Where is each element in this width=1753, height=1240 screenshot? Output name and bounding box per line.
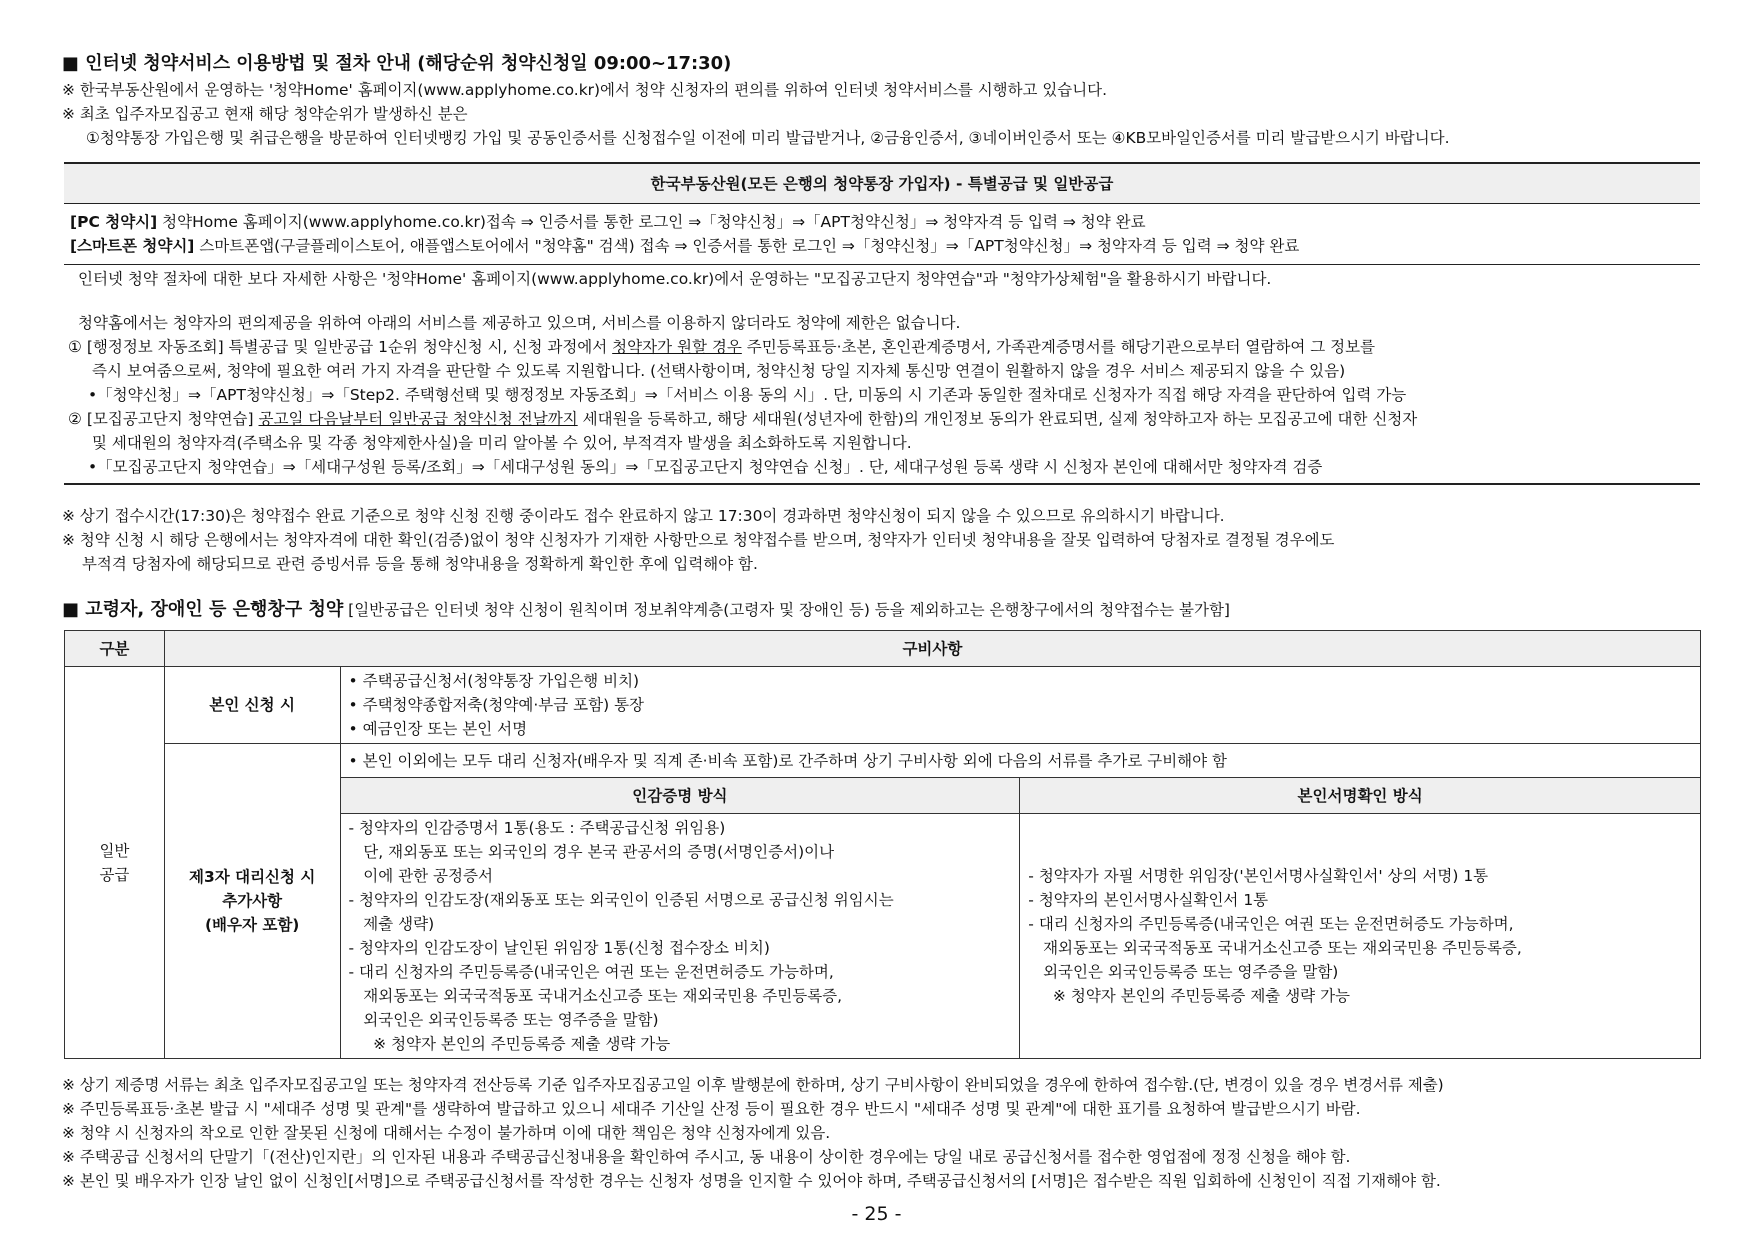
note-line: ※ 상기 접수시간(17:30)은 청약접수 완료 기준으로 청약 신청 진행 중이라도 접수 완료하지 않고 17:30이 경과하면 청약신청이 되지 않을 수 있으므로 유의하시기 바랍니다. xyxy=(62,507,1225,525)
service-intro: 청약홈에서는 청약자의 편의제공을 위하여 아래의 서비스를 제공하고 있으며, 서비스를 이용하지 않더라도 청약에 제한은 없습니다. xyxy=(78,314,961,332)
internet-subscription-section xyxy=(62,52,1702,150)
signature-item: 외국인은 외국인등록증 또는 영주증을 말함) xyxy=(1028,963,1339,981)
item2-line-2: 및 세대원의 청약자격(주택소유 및 각종 청약제한사실)을 미리 알아볼 수 있어, 부적격자 발생을 최소화하도록 지원합니다. xyxy=(92,434,912,452)
section-note-bank: [일반공급은 인터넷 청약 신청이 원칙이며 정보취약계층(고령자 및 장애인 등) 등을 제외하고는 은행창구에서의 청약접수는 불가함] xyxy=(343,601,1230,619)
intro-line-3: ①청약통장 가입은행 및 취급은행을 방문하여 인터넷뱅킹 가입 및 공동인증서를 신청접수일 이전에 미리 발급받거나, ②금융인증서, ③네이버인증서 또는 ④KB모바일인증서를 미리 발급받으시기 바랍니다. xyxy=(86,129,1450,147)
proxy-note: • 본인 이외에는 모두 대리 신청자(배우자 및 직계 존·비속 포함)로 간주하며 상기 구비사항 외에 다음의 서류를 추가로 구비해야 함 xyxy=(340,744,1700,778)
category-general-supply: 일반 공급 xyxy=(65,667,165,1059)
header-documents: 구비사항 xyxy=(164,631,1700,667)
intro-line-1: ※ 한국부동산원에서 운영하는 '청약Home' 홈페이지(www.applyhome.co.kr)에서 청약 신청자의 편의를 위하여 인터넷 청약서비스를 시행하고 있습니다. xyxy=(62,81,1108,99)
item1-underlined: 청약자가 원할 경우 xyxy=(612,338,742,356)
seal-item: 외국인은 외국인등록증 또는 영주증을 말함) xyxy=(348,1011,659,1029)
seal-method-items xyxy=(340,814,1020,1059)
signature-item: - 청약자가 자필 서명한 위임장('본인서명사실확인서' 상의 서명) 1통 xyxy=(1028,867,1489,885)
seal-item: - 청약자의 인감증명서 1통(용도 : 주택공급신청 위임용) xyxy=(348,819,726,837)
signature-item: ※ 청약자 본인의 주민등록증 제출 생략 가능 xyxy=(1028,987,1351,1005)
signature-item: - 대리 신청자의 주민등록증(내국인은 여권 또는 운전면허증도 가능하며, xyxy=(1028,915,1514,933)
self-item: • 주택청약종합저축(청약예·부금 포함) 통장 xyxy=(348,696,645,714)
item2-underlined: 공고일 다음날부터 일반공급 청약신청 전날까지 xyxy=(258,410,578,428)
item1-text-b: 주민등록표등·초본, 혼인관계증명서, 가족관계증명서를 해당기관으로부터 열람하여 그 정보를 xyxy=(741,338,1376,356)
item1-line-3: •「청약신청」⇒「APT청약신청」⇒「Step2. 주택형선택 및 행정정보 자동조회」⇒「서비스 이용 동의 시」. 단, 미동의 시 기존과 동일한 절차대로 신청자가 직접 해당 자격을 판단하여 입력 가능 xyxy=(88,386,1407,404)
page-number: - 25 - xyxy=(851,1203,902,1225)
intro-line-2: ※ 최초 입주자모집공고 현재 해당 청약순위가 발생하신 분은 xyxy=(62,105,468,123)
note-line: ※ 청약 시 신청자의 착오로 인한 잘못된 신청에 대해서는 수정이 불가하며 이에 대한 책임은 청약 신청자에게 있음. xyxy=(62,1124,831,1142)
seal-item: 재외동포는 외국국적동포 국내거소신고증 또는 재외국민용 주민등록증, xyxy=(348,987,843,1005)
seal-item: 단, 재외동포 또는 외국인의 경우 본국 관공서의 증명(서명인증서)이나 xyxy=(348,843,835,861)
proxy-apply-label xyxy=(164,744,340,1059)
item2-line-3: •「모집공고단지 청약연습」⇒「세대구성원 등록/조회」⇒「세대구성원 동의」⇒「모집공고단지 청약연습 신청」. 단, 세대구성원 등록 생략 시 신청자 본인에 대해서만 청약자격 검증 xyxy=(88,458,1323,476)
signature-method-header: 본인서명확인 방식 xyxy=(1020,778,1701,814)
applyhome-procedure-box xyxy=(64,162,1700,485)
note-line: ※ 상기 제증명 서류는 최초 입주자모집공고일 또는 청약자격 전산등록 기준 입주자모집공고일 이후 발행분에 한하며, 상기 구비사항이 완비되었을 경우에 한하여 접수함.(단, 변경이 있을 경우 변경서류 제출) xyxy=(62,1076,1444,1094)
seal-item: ※ 청약자 본인의 주민등록증 제출 생략 가능 xyxy=(348,1035,671,1053)
pc-label: [PC 청약시] xyxy=(70,213,158,231)
proxy-label-line: (배우자 포함) xyxy=(204,916,300,934)
required-documents-table xyxy=(64,630,1701,1059)
item2-text-b: 세대원을 등록하고, 해당 세대원(성년자에 한함)의 개인정보 동의가 완료되면, 실제 청약하고자 하는 모집공고에 대한 신청자 xyxy=(577,410,1418,428)
procedure-details xyxy=(64,265,1700,485)
time-notes xyxy=(62,504,1702,576)
item2-text-a: ② [모집공고단지 청약연습] xyxy=(68,410,259,428)
proxy-label-line: 제3자 대리신청 시 xyxy=(188,868,316,886)
note-line: ※ 주민등록표등·초본 발급 시 "세대주 성명 및 관계"를 생략하여 발급하고 있으니 세대주 기산일 산정 등이 필요한 경우 반드시 "세대주 성명 및 관계"에 대한 표기를 요청하여 발급받으시기 바람. xyxy=(62,1100,1361,1118)
self-apply-label: 본인 신청 시 xyxy=(164,667,340,744)
self-apply-items xyxy=(340,667,1700,744)
seal-item: - 대리 신청자의 주민등록증(내국인은 여권 또는 운전면허증도 가능하며, xyxy=(348,963,834,981)
document-notes xyxy=(62,1073,1712,1193)
self-item: • 예금인장 또는 본인 서명 xyxy=(348,720,528,738)
note-line: ※ 본인 및 배우자가 인장 날인 없이 신청인[서명]으로 주택공급신청서를 작성한 경우는 신청자 성명을 인지할 수 있어야 하며, 주택공급신청서의 [서명]은 접수받은 직원 입회하에 신청인이 직접 기재해야 함. xyxy=(62,1172,1441,1190)
pc-steps: 청약Home 홈페이지(www.applyhome.co.kr)접속 ⇒ 인증서를 통한 로그인 ⇒「청약신청」⇒「APT청약신청」⇒ 청약자격 등 입력 ⇒ 청약 완료 xyxy=(157,213,1146,231)
detail-line: 인터넷 청약 절차에 대한 보다 자세한 사항은 '청약Home' 홈페이지(www.applyhome.co.kr)에서 운영하는 "모집공고단지 청약연습"과 "청약가상체험"을 활용하시기 바랍니다. xyxy=(78,270,1272,288)
mobile-steps: 스마트폰앱(구글플레이스토어, 애플앱스토어에서 "청약홈" 검색) 접속 ⇒ 인증서를 통한 로그인 ⇒「청약신청」⇒「APT청약신청」⇒ 청약자격 등 입력 ⇒ 청약 완료 xyxy=(194,237,1300,255)
header-category: 구분 xyxy=(65,631,165,667)
signature-method-items xyxy=(1020,814,1701,1059)
signature-item: - 청약자의 본인서명사실확인서 1통 xyxy=(1028,891,1269,909)
note-line: 부적격 당첨자에 해당되므로 관련 증빙서류 등을 통해 청약내용을 정확하게 확인한 후에 입력해야 함. xyxy=(82,555,758,573)
section-title-bank: ■ 고령자, 장애인 등 은행창구 청약 xyxy=(62,599,344,620)
seal-item: 이에 관한 공정증서 xyxy=(348,867,493,885)
mobile-label: [스마트폰 청약시] xyxy=(70,237,195,255)
proxy-label-line: 추가사항 xyxy=(222,892,283,910)
self-item: • 주택공급신청서(청약통장 가입은행 비치) xyxy=(348,672,640,690)
procedure-steps xyxy=(64,204,1700,265)
section-title-internet: ■ 인터넷 청약서비스 이용방법 및 절차 안내 (해당순위 청약신청일 09:00~17:30) xyxy=(62,53,732,74)
procedure-box-header: 한국부동산원(모든 은행의 청약통장 가입자) - 특별공급 및 일반공급 xyxy=(64,162,1700,204)
seal-item: - 청약자의 인감도장이 날인된 위임장 1통(신청 접수장소 비치) xyxy=(348,939,770,957)
seal-item: 제출 생략) xyxy=(348,915,435,933)
bank-counter-section-title xyxy=(62,598,1702,622)
note-line: ※ 주택공급 신청서의 단말기「(전산)인지란」의 인자된 내용과 주택공급신청내용을 확인하여 주시고, 동 내용이 상이한 경우에는 당일 내로 공급신청서를 접수한 영업점에 정정 신청을 해야 함. xyxy=(62,1148,1351,1166)
note-line: ※ 청약 신청 시 해당 은행에서는 청약자격에 대한 확인(검증)없이 청약 신청자가 기재한 사항만으로 청약접수를 받으며, 청약자가 인터넷 청약내용을 잘못 입력하여 당첨자로 결정될 경우에도 xyxy=(62,531,1335,549)
seal-item: - 청약자의 인감도장(재외동포 또는 외국인이 인증된 서명으로 공급신청 위임시는 xyxy=(348,891,894,909)
signature-item: 재외동포는 외국국적동포 국내거소신고증 또는 재외국민용 주민등록증, xyxy=(1028,939,1522,957)
item1-text-a: ① [행정정보 자동조회] 특별공급 및 일반공급 1순위 청약신청 시, 신청 과정에서 xyxy=(68,338,613,356)
seal-method-header: 인감증명 방식 xyxy=(340,778,1020,814)
item1-line-2: 즉시 보여줌으로써, 청약에 필요한 여러 가지 자격을 판단할 수 있도록 지원합니다. (선택사항이며, 청약신청 당일 지자체 통신망 연결이 원활하지 않을 경우 서비스 제공되지 않을 수 있음) xyxy=(92,362,1346,380)
